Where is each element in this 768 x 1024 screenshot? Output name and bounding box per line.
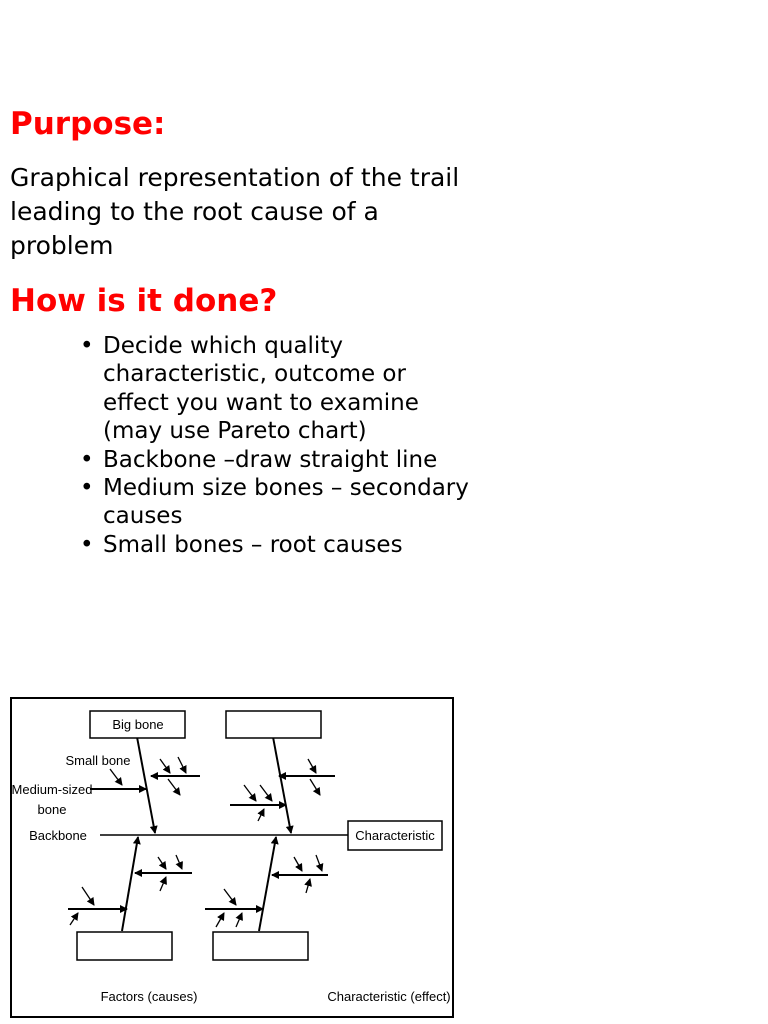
cause-box xyxy=(77,932,172,960)
steps-list xyxy=(80,332,470,559)
medium-bone-label-2: bone xyxy=(37,802,67,817)
small-bone-label: Small bone xyxy=(65,753,131,768)
characteristic-label: Characteristic xyxy=(355,828,435,843)
step-text: Backbone –draw straight line xyxy=(103,446,438,473)
bullet-icon: • xyxy=(80,475,94,502)
list-item xyxy=(80,531,470,559)
big-bone-label: Big bone xyxy=(112,717,164,732)
cause-box xyxy=(213,932,308,960)
bullet-icon: • xyxy=(80,333,94,359)
step-text: Decide which quality characteristic, outcome or effect you want to examine (may use Pareto chart) xyxy=(103,333,419,445)
cause-box xyxy=(226,711,321,738)
bullet-icon: • xyxy=(80,531,94,558)
medium-bone-label: Medium-sized xyxy=(11,782,93,797)
effect-label: Characteristic (effect) xyxy=(327,989,451,1004)
how-heading: How is it done? xyxy=(10,283,278,319)
list-item xyxy=(80,332,470,446)
fishbone-diagram xyxy=(10,697,454,1018)
bullet-icon: • xyxy=(80,446,94,473)
factors-label: Factors (causes) xyxy=(100,989,198,1004)
purpose-text: Graphical representation of the trail leading to the root cause of a problem xyxy=(10,163,460,260)
step-text: Medium size bones – secondary causes xyxy=(103,475,469,530)
step-text: Small bones – root causes xyxy=(103,531,403,558)
diagram-frame xyxy=(11,698,453,1017)
purpose-heading: Purpose: xyxy=(10,106,166,142)
list-item xyxy=(80,474,470,531)
list-item xyxy=(80,446,470,474)
backbone-label: Backbone xyxy=(29,828,87,843)
